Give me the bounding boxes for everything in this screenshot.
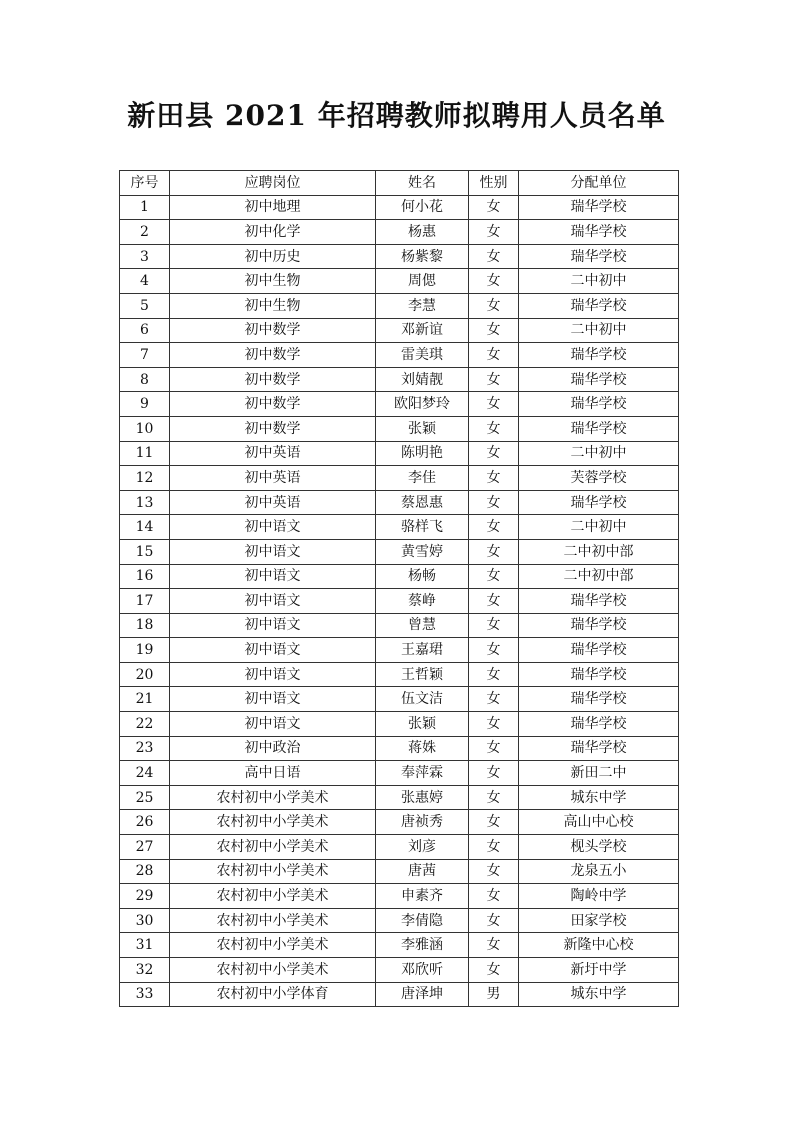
cell-name: 王嘉珺 — [376, 638, 469, 663]
cell-gender: 女 — [469, 933, 519, 958]
cell-assigned-unit: 瑞华学校 — [519, 687, 679, 712]
cell-serial-number: 12 — [120, 466, 170, 491]
table-row — [120, 466, 679, 491]
table-row — [120, 392, 679, 417]
table-row — [120, 982, 679, 1007]
header-assigned-unit: 分配单位 — [519, 171, 679, 196]
cell-assigned-unit: 二中初中 — [519, 269, 679, 294]
cell-name: 邓欣听 — [376, 958, 469, 983]
cell-name: 陈明艳 — [376, 441, 469, 466]
cell-gender: 女 — [469, 441, 519, 466]
cell-serial-number: 6 — [120, 318, 170, 343]
cell-assigned-unit: 瑞华学校 — [519, 662, 679, 687]
header-gender: 性别 — [469, 171, 519, 196]
cell-assigned-unit: 瑞华学校 — [519, 613, 679, 638]
cell-serial-number: 10 — [120, 416, 170, 441]
cell-serial-number: 9 — [120, 392, 170, 417]
cell-name: 杨惠 — [376, 220, 469, 245]
cell-assigned-unit: 瑞华学校 — [519, 712, 679, 737]
table-row — [120, 859, 679, 884]
table-row — [120, 662, 679, 687]
cell-name: 杨紫黎 — [376, 244, 469, 269]
cell-gender: 女 — [469, 466, 519, 491]
cell-assigned-unit: 田家学校 — [519, 908, 679, 933]
cell-serial-number: 31 — [120, 933, 170, 958]
table-row — [120, 589, 679, 614]
cell-name: 雷美琪 — [376, 343, 469, 368]
table-row — [120, 810, 679, 835]
cell-name: 唐泽坤 — [376, 982, 469, 1007]
cell-serial-number: 23 — [120, 736, 170, 761]
cell-gender: 女 — [469, 539, 519, 564]
cell-assigned-unit: 瑞华学校 — [519, 343, 679, 368]
cell-assigned-unit: 瑞华学校 — [519, 195, 679, 220]
table-row — [120, 416, 679, 441]
cell-position: 农村初中小学美术 — [170, 908, 376, 933]
cell-serial-number: 15 — [120, 539, 170, 564]
cell-assigned-unit: 二中初中 — [519, 318, 679, 343]
cell-gender: 女 — [469, 343, 519, 368]
cell-position: 农村初中小学美术 — [170, 958, 376, 983]
cell-position: 农村初中小学美术 — [170, 835, 376, 860]
cell-assigned-unit: 瑞华学校 — [519, 638, 679, 663]
cell-serial-number: 22 — [120, 712, 170, 737]
cell-position: 初中语文 — [170, 662, 376, 687]
table-row — [120, 785, 679, 810]
cell-assigned-unit: 瑞华学校 — [519, 589, 679, 614]
cell-gender: 女 — [469, 859, 519, 884]
cell-serial-number: 24 — [120, 761, 170, 786]
cell-name: 杨畅 — [376, 564, 469, 589]
cell-position: 初中语文 — [170, 564, 376, 589]
cell-serial-number: 29 — [120, 884, 170, 909]
cell-position: 农村初中小学美术 — [170, 933, 376, 958]
cell-serial-number: 27 — [120, 835, 170, 860]
cell-gender: 女 — [469, 589, 519, 614]
cell-position: 初中生物 — [170, 269, 376, 294]
cell-gender: 女 — [469, 884, 519, 909]
cell-position: 农村初中小学美术 — [170, 859, 376, 884]
cell-name: 蔡恩惠 — [376, 490, 469, 515]
cell-position: 初中生物 — [170, 293, 376, 318]
cell-name: 何小花 — [376, 195, 469, 220]
table-row — [120, 687, 679, 712]
table-row — [120, 736, 679, 761]
table-row — [120, 958, 679, 983]
cell-serial-number: 16 — [120, 564, 170, 589]
cell-serial-number: 2 — [120, 220, 170, 245]
table-row — [120, 318, 679, 343]
cell-assigned-unit: 瑞华学校 — [519, 220, 679, 245]
cell-gender: 女 — [469, 908, 519, 933]
cell-name: 张惠婷 — [376, 785, 469, 810]
cell-assigned-unit: 枧头学校 — [519, 835, 679, 860]
cell-name: 伍文洁 — [376, 687, 469, 712]
cell-gender: 女 — [469, 367, 519, 392]
cell-assigned-unit: 瑞华学校 — [519, 736, 679, 761]
cell-position: 初中英语 — [170, 466, 376, 491]
cell-gender: 女 — [469, 712, 519, 737]
cell-position: 初中历史 — [170, 244, 376, 269]
hiring-list-table — [119, 170, 679, 1007]
cell-assigned-unit: 瑞华学校 — [519, 367, 679, 392]
cell-assigned-unit: 新隆中心校 — [519, 933, 679, 958]
cell-gender: 女 — [469, 220, 519, 245]
cell-position: 农村初中小学美术 — [170, 785, 376, 810]
table-row — [120, 712, 679, 737]
cell-position: 初中地理 — [170, 195, 376, 220]
table-row — [120, 220, 679, 245]
cell-position: 农村初中小学美术 — [170, 810, 376, 835]
cell-name: 申素齐 — [376, 884, 469, 909]
cell-name: 蔡峥 — [376, 589, 469, 614]
cell-position: 初中语文 — [170, 515, 376, 540]
cell-serial-number: 25 — [120, 785, 170, 810]
cell-assigned-unit: 城东中学 — [519, 785, 679, 810]
table-row — [120, 933, 679, 958]
cell-serial-number: 30 — [120, 908, 170, 933]
table-row — [120, 195, 679, 220]
cell-position: 农村初中小学体育 — [170, 982, 376, 1007]
cell-assigned-unit: 瑞华学校 — [519, 293, 679, 318]
cell-serial-number: 3 — [120, 244, 170, 269]
cell-assigned-unit: 芙蓉学校 — [519, 466, 679, 491]
cell-serial-number: 20 — [120, 662, 170, 687]
table-header-row — [120, 171, 679, 196]
table-row — [120, 564, 679, 589]
cell-serial-number: 8 — [120, 367, 170, 392]
cell-serial-number: 18 — [120, 613, 170, 638]
cell-assigned-unit: 瑞华学校 — [519, 416, 679, 441]
cell-assigned-unit: 陶岭中学 — [519, 884, 679, 909]
cell-position: 初中数学 — [170, 367, 376, 392]
cell-gender: 女 — [469, 662, 519, 687]
cell-gender: 女 — [469, 835, 519, 860]
cell-name: 骆样飞 — [376, 515, 469, 540]
cell-serial-number: 19 — [120, 638, 170, 663]
cell-gender: 女 — [469, 785, 519, 810]
cell-name: 张颖 — [376, 712, 469, 737]
cell-name: 刘婧靓 — [376, 367, 469, 392]
cell-gender: 女 — [469, 392, 519, 417]
table-row — [120, 884, 679, 909]
cell-serial-number: 33 — [120, 982, 170, 1007]
table-row — [120, 343, 679, 368]
cell-assigned-unit: 瑞华学校 — [519, 490, 679, 515]
header-position: 应聘岗位 — [170, 171, 376, 196]
cell-gender: 女 — [469, 958, 519, 983]
table-body — [120, 195, 679, 1007]
table-row — [120, 269, 679, 294]
cell-serial-number: 11 — [120, 441, 170, 466]
cell-assigned-unit: 新圩中学 — [519, 958, 679, 983]
cell-assigned-unit: 瑞华学校 — [519, 244, 679, 269]
cell-serial-number: 7 — [120, 343, 170, 368]
cell-gender: 女 — [469, 293, 519, 318]
cell-position: 初中数学 — [170, 392, 376, 417]
cell-assigned-unit: 高山中心校 — [519, 810, 679, 835]
table-row — [120, 244, 679, 269]
table-row — [120, 539, 679, 564]
cell-name: 刘彦 — [376, 835, 469, 860]
cell-gender: 女 — [469, 564, 519, 589]
cell-serial-number: 14 — [120, 515, 170, 540]
cell-name: 周偲 — [376, 269, 469, 294]
cell-name: 邓新谊 — [376, 318, 469, 343]
cell-position: 初中语文 — [170, 589, 376, 614]
cell-gender: 女 — [469, 195, 519, 220]
cell-assigned-unit: 城东中学 — [519, 982, 679, 1007]
cell-name: 唐祯秀 — [376, 810, 469, 835]
table-row — [120, 515, 679, 540]
cell-serial-number: 28 — [120, 859, 170, 884]
cell-gender: 女 — [469, 416, 519, 441]
cell-name: 唐茜 — [376, 859, 469, 884]
table-row — [120, 761, 679, 786]
cell-serial-number: 32 — [120, 958, 170, 983]
table-row — [120, 441, 679, 466]
cell-serial-number: 17 — [120, 589, 170, 614]
cell-name: 李慧 — [376, 293, 469, 318]
cell-name: 张颖 — [376, 416, 469, 441]
cell-position: 初中语文 — [170, 712, 376, 737]
header-serial-number: 序号 — [120, 171, 170, 196]
cell-gender: 女 — [469, 244, 519, 269]
cell-gender: 女 — [469, 761, 519, 786]
cell-assigned-unit: 二中初中 — [519, 515, 679, 540]
page-title: 新田县 2021 年招聘教师拟聘用人员名单 — [127, 99, 666, 132]
cell-name: 曾慧 — [376, 613, 469, 638]
cell-name: 李佳 — [376, 466, 469, 491]
cell-position: 初中数学 — [170, 343, 376, 368]
cell-position: 初中政治 — [170, 736, 376, 761]
cell-position: 初中化学 — [170, 220, 376, 245]
cell-serial-number: 26 — [120, 810, 170, 835]
table-row — [120, 293, 679, 318]
cell-assigned-unit: 龙泉五小 — [519, 859, 679, 884]
cell-gender: 男 — [469, 982, 519, 1007]
cell-name: 蒋姝 — [376, 736, 469, 761]
table-row — [120, 613, 679, 638]
cell-assigned-unit: 二中初中 — [519, 441, 679, 466]
cell-name: 黄雪婷 — [376, 539, 469, 564]
cell-position: 初中英语 — [170, 441, 376, 466]
cell-gender: 女 — [469, 613, 519, 638]
table-row — [120, 638, 679, 663]
cell-position: 初中语文 — [170, 539, 376, 564]
cell-gender: 女 — [469, 810, 519, 835]
cell-serial-number: 5 — [120, 293, 170, 318]
cell-gender: 女 — [469, 687, 519, 712]
cell-position: 初中语文 — [170, 638, 376, 663]
cell-position: 农村初中小学美术 — [170, 884, 376, 909]
cell-name: 欧阳梦玲 — [376, 392, 469, 417]
cell-gender: 女 — [469, 490, 519, 515]
cell-name: 奉萍霖 — [376, 761, 469, 786]
cell-gender: 女 — [469, 269, 519, 294]
cell-position: 初中英语 — [170, 490, 376, 515]
cell-position: 初中语文 — [170, 613, 376, 638]
cell-gender: 女 — [469, 638, 519, 663]
cell-gender: 女 — [469, 318, 519, 343]
cell-serial-number: 1 — [120, 195, 170, 220]
cell-assigned-unit: 二中初中部 — [519, 564, 679, 589]
cell-position: 初中语文 — [170, 687, 376, 712]
table-row — [120, 908, 679, 933]
cell-serial-number: 13 — [120, 490, 170, 515]
cell-name: 李雅涵 — [376, 933, 469, 958]
cell-position: 初中数学 — [170, 416, 376, 441]
cell-gender: 女 — [469, 515, 519, 540]
cell-assigned-unit: 瑞华学校 — [519, 392, 679, 417]
cell-name: 李倩隐 — [376, 908, 469, 933]
header-name: 姓名 — [376, 171, 469, 196]
cell-serial-number: 4 — [120, 269, 170, 294]
cell-gender: 女 — [469, 736, 519, 761]
cell-position: 初中数学 — [170, 318, 376, 343]
table-row — [120, 835, 679, 860]
table-row — [120, 367, 679, 392]
cell-assigned-unit: 二中初中部 — [519, 539, 679, 564]
cell-name: 王哲颖 — [376, 662, 469, 687]
cell-position: 高中日语 — [170, 761, 376, 786]
cell-serial-number: 21 — [120, 687, 170, 712]
table-row — [120, 490, 679, 515]
cell-assigned-unit: 新田二中 — [519, 761, 679, 786]
